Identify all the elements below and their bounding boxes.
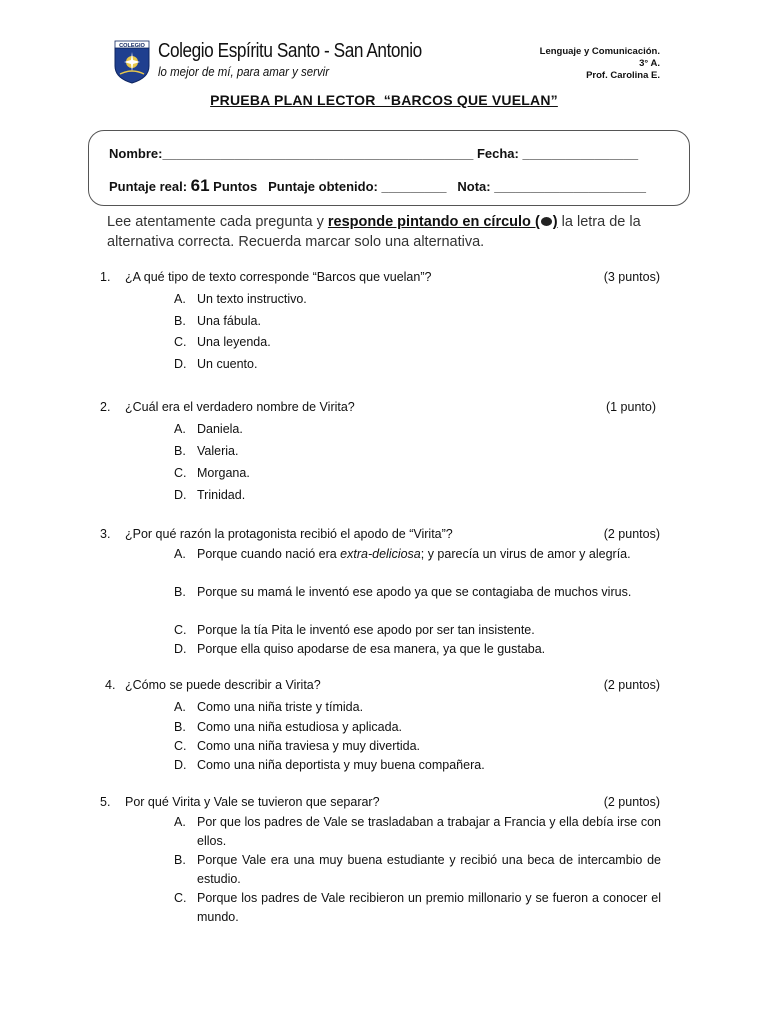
instructions-text-2: la letra de la alternativa correcta. Recuerda marcar solo una alternativa.: [107, 214, 641, 250]
instructions: [107, 212, 667, 252]
option-1b[interactable]: B. Una fábula.: [174, 314, 261, 328]
question-number: 2.: [100, 400, 111, 414]
option-3c[interactable]: C. Porque la tía Pita le inventó ese apodo por ser tan insistente.: [174, 623, 535, 637]
option-4c[interactable]: C. Como una niña traviesa y muy divertida.: [174, 739, 421, 753]
option-1a[interactable]: A. Un texto instructivo.: [174, 292, 307, 306]
option-4b[interactable]: B. Como una niña estudiosa y aplicada.: [174, 720, 402, 734]
option-3d[interactable]: D. Porque ella quiso apodarse de esa manera, ya que le gustaba.: [174, 642, 546, 656]
date-field[interactable]: Fecha: ________________: [476, 146, 639, 161]
filled-circle-icon: [541, 217, 552, 226]
grade-label: 3° A.: [639, 58, 660, 69]
question-number: 5.: [100, 795, 111, 809]
instructions-text-1: Lee atentamente cada pregunta y: [107, 214, 328, 230]
question-points: (1 punto): [605, 400, 656, 414]
question-points: (3 puntos): [603, 270, 660, 284]
score-real-value: 61: [190, 176, 210, 195]
page-title: PRUEBA PLAN LECTOR “BARCOS QUE VUELAN”: [210, 92, 558, 108]
question-points: (2 puntos): [603, 527, 660, 541]
question-text: ¿A qué tipo de texto corresponde “Barcos que vuelan”?: [125, 270, 432, 284]
option-5c[interactable]: C. Porque los padres de Vale recibieron un premio millonario y se fueron a conocer el mundo.: [174, 891, 661, 924]
course-info: [540, 46, 660, 82]
school-logo-icon: [112, 40, 152, 84]
score-real-unit: Puntos: [209, 179, 258, 194]
question-number: 4.: [105, 678, 116, 692]
option-1c[interactable]: C. Una leyenda.: [174, 335, 271, 349]
question-number: 3.: [100, 527, 111, 541]
question-text: ¿Por qué razón la protagonista recibió el apodo de “Virita”?: [125, 527, 453, 541]
option-4d[interactable]: D. Como una niña deportista y muy buena compañera.: [174, 758, 485, 772]
question-points: (2 puntos): [603, 678, 660, 692]
score-real-label: Puntaje real:: [109, 179, 191, 194]
grade-field[interactable]: Nota: _____________________: [457, 179, 647, 194]
logo-text: COLEGIO: [119, 42, 145, 49]
question-number: 1.: [100, 270, 111, 284]
option-5a[interactable]: A. Por que los padres de Vale se trasladaban a trabajar a Francia y ella debía irse con ellos.: [174, 815, 661, 848]
school-motto: lo mejor de mí, para amar y servir: [158, 64, 330, 79]
school-name: Colegio Espíritu Santo - San Antonio: [158, 40, 422, 62]
subject-label: Lenguaje y Comunicación.: [539, 46, 660, 57]
question-points: (2 puntos): [603, 795, 660, 809]
question-text: ¿Cuál era el verdadero nombre de Virita?: [125, 400, 355, 414]
question-text: Por qué Virita y Vale se tuvieron que separar?: [125, 795, 380, 809]
option-2b[interactable]: B. Valeria.: [174, 444, 239, 458]
option-3a[interactable]: A. Porque cuando nació era extra-deliciosa; y parecía un virus de amor y alegría.: [174, 547, 631, 561]
question-text: ¿Cómo se puede describir a Virita?: [125, 678, 321, 692]
option-1d[interactable]: D. Un cuento.: [174, 357, 258, 371]
option-2d[interactable]: D. Trinidad.: [174, 488, 246, 502]
score-obtained-field[interactable]: Puntaje obtenido: _________: [268, 179, 447, 194]
name-field[interactable]: Nombre:___________________________________________: [109, 146, 474, 161]
student-info-box: [88, 130, 690, 206]
option-5b[interactable]: B. Porque Vale era una muy buena estudiante y recibió una beca de intercambio de estudio.: [174, 853, 661, 886]
score-row: [109, 176, 646, 196]
option-2c[interactable]: C. Morgana.: [174, 466, 250, 480]
teacher-label: Prof. Carolina E.: [586, 70, 660, 81]
option-4a[interactable]: A. Como una niña triste y tímida.: [174, 700, 364, 714]
instructions-emphasis: responde pintando en círculo ( ): [327, 214, 558, 230]
name-date-row: [109, 146, 638, 161]
option-2a[interactable]: A. Daniela.: [174, 422, 243, 436]
option-3b[interactable]: B. Porque su mamá le inventó ese apodo ya que se contagiaba de muchos virus.: [174, 585, 632, 599]
